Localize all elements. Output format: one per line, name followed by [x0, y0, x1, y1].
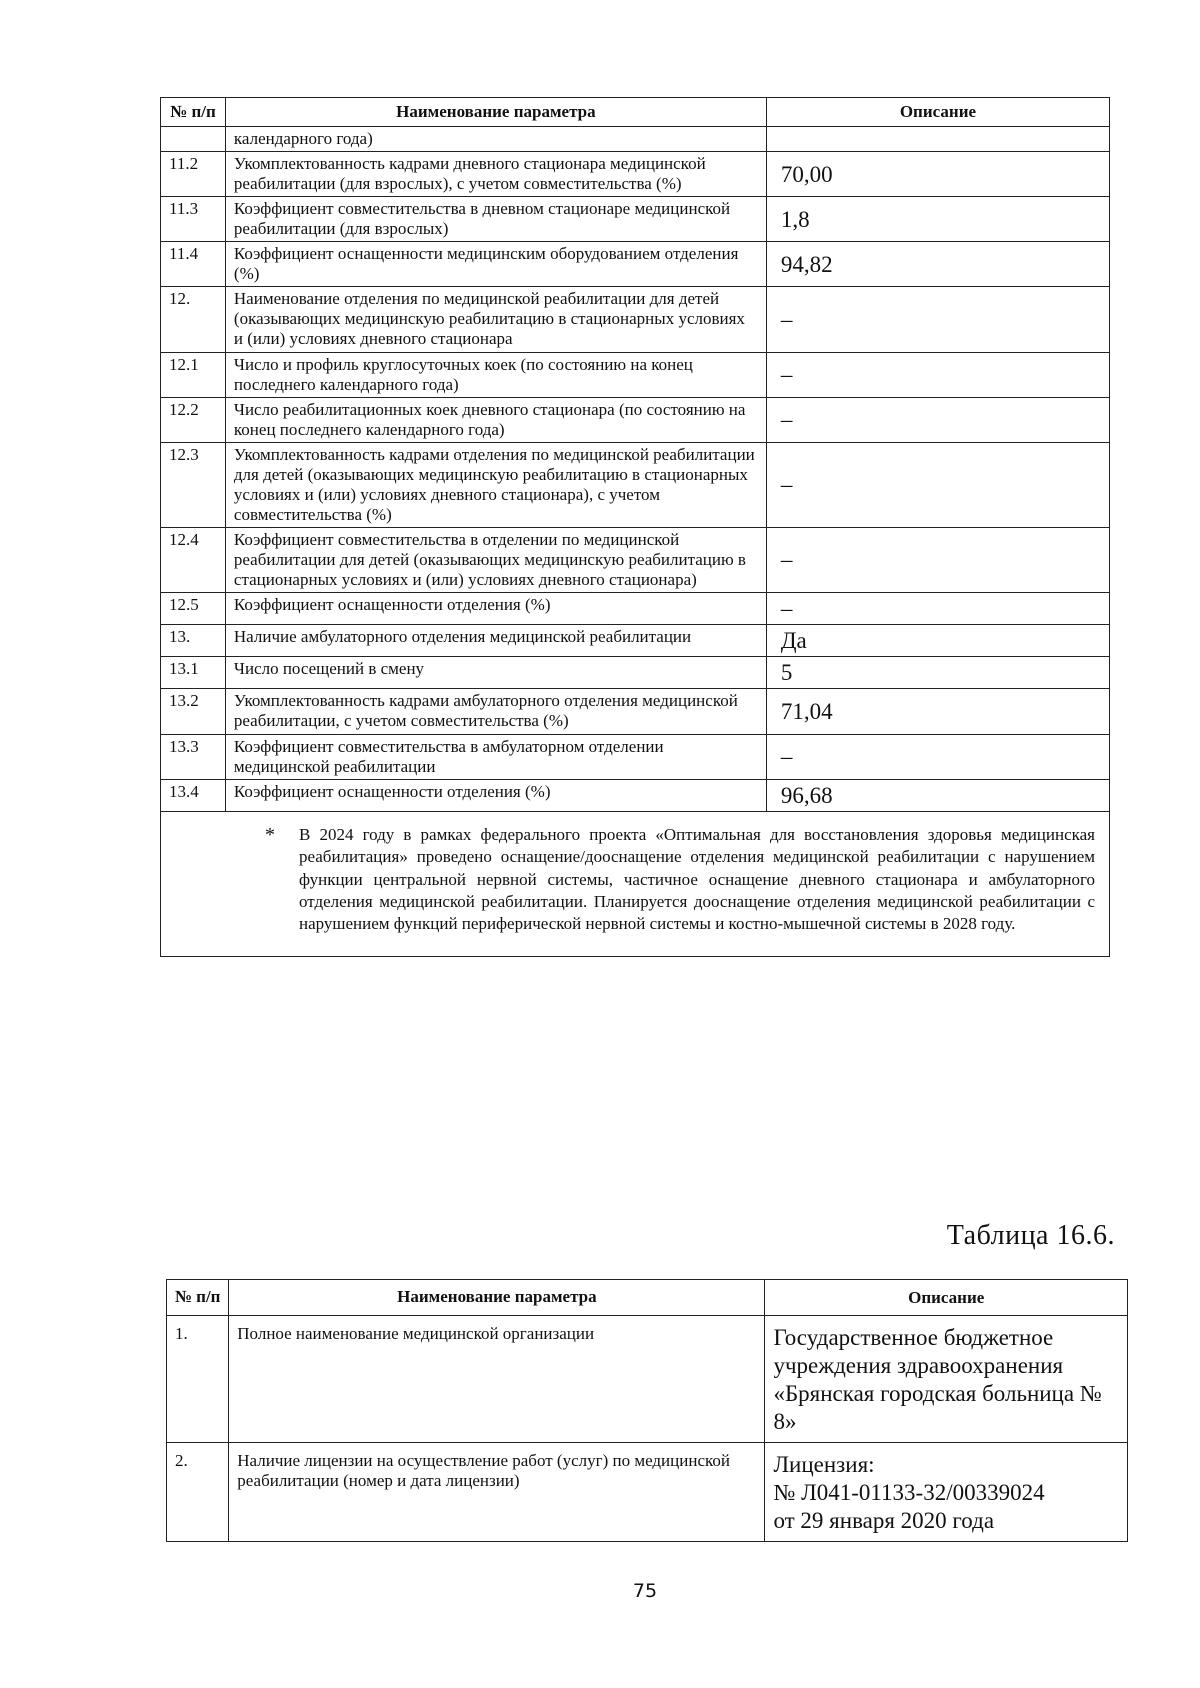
row-parameter: Коэффициент совместительства в амбулаторном отделении медицинской реабилитации — [225, 734, 766, 779]
footnote-cell — [161, 811, 1110, 956]
row-description: – — [766, 734, 1109, 779]
table-row — [161, 242, 1110, 287]
row-parameter: Наименование отделения по медицинской реабилитации для детей (оказывающих медицинскую реабилитацию в стационарных условиях и (или) условиях дневного стационара — [225, 287, 766, 352]
row-description: – — [766, 397, 1109, 442]
column-header-parameter: Наименование параметра — [229, 1280, 765, 1316]
row-description: – — [766, 442, 1109, 527]
row-parameter: Укомплектованность кадрами амбулаторного отделения медицинской реабилитации, с учетом совместительства (%) — [225, 689, 766, 734]
table-row — [161, 287, 1110, 352]
license-date: от 29 января 2020 года — [773, 1508, 995, 1534]
table-row — [161, 657, 1110, 689]
row-number: 13.3 — [161, 734, 226, 779]
column-header-number: № п/п — [161, 98, 226, 127]
row-number: 13.4 — [161, 779, 226, 811]
row-description: – — [766, 593, 1109, 625]
row-number: 12. — [161, 287, 226, 352]
row-description — [766, 127, 1109, 152]
row-description — [765, 1442, 1128, 1541]
row-number: 11.2 — [161, 152, 226, 197]
column-header-description: Описание — [766, 98, 1109, 127]
table-row — [161, 442, 1110, 527]
row-parameter: Наличие лицензии на осуществление работ (услуг) по медицинской реабилитации (номер и дата лицензии) — [229, 1442, 765, 1541]
license-title: Лицензия: — [773, 1451, 875, 1477]
row-number: 13.1 — [161, 657, 226, 689]
license-number: № Л041-01133-32/00339024 — [773, 1479, 1045, 1505]
row-number: 11.3 — [161, 197, 226, 242]
table-row — [161, 352, 1110, 397]
table-caption: Таблица 16.6. — [946, 1220, 1115, 1251]
row-description: 1,8 — [766, 197, 1109, 242]
row-description: – — [766, 287, 1109, 352]
rehab-parameters-table — [160, 97, 1110, 957]
column-header-description: Описание — [765, 1280, 1128, 1316]
table-row — [161, 689, 1110, 734]
row-number: 12.4 — [161, 527, 226, 592]
row-description: 96,68 — [766, 779, 1109, 811]
row-number: 13.2 — [161, 689, 226, 734]
row-number: 12.2 — [161, 397, 226, 442]
row-parameter: Коэффициент оснащенности медицинским оборудованием отделения (%) — [225, 242, 766, 287]
row-number: 1. — [167, 1315, 229, 1442]
row-parameter: Укомплектованность кадрами дневного стационара медицинской реабилитации (для взрослых), с учетом совместительства (%) — [225, 152, 766, 197]
column-header-parameter: Наименование параметра — [225, 98, 766, 127]
row-parameter: календарного года) — [225, 127, 766, 152]
row-description: 94,82 — [766, 242, 1109, 287]
row-description: 70,00 — [766, 152, 1109, 197]
row-description: Государственное бюджетное учреждения здравоохранения «Брянская городская больница № 8» — [765, 1315, 1128, 1442]
row-description: – — [766, 527, 1109, 592]
table-row — [167, 1315, 1128, 1442]
row-number: 12.5 — [161, 593, 226, 625]
row-parameter: Число реабилитационных коек дневного стационара (по состоянию на конец последнего календарного года) — [225, 397, 766, 442]
row-parameter: Число и профиль круглосуточных коек (по состоянию на конец последнего календарного года) — [225, 352, 766, 397]
table-header-row — [161, 98, 1110, 127]
row-number: 13. — [161, 625, 226, 657]
table-row — [161, 593, 1110, 625]
note-row — [161, 811, 1110, 956]
table-row — [161, 397, 1110, 442]
row-parameter: Число посещений в смену — [225, 657, 766, 689]
table-row — [161, 779, 1110, 811]
page-number: 75 — [632, 1580, 658, 1602]
row-parameter: Коэффициент оснащенности отделения (%) — [225, 593, 766, 625]
table-row — [161, 734, 1110, 779]
table-header-row — [167, 1280, 1128, 1316]
row-parameter: Коэффициент оснащенности отделения (%) — [225, 779, 766, 811]
row-description: 5 — [766, 657, 1109, 689]
footnote-asterisk: * — [265, 823, 275, 846]
table-row — [161, 127, 1110, 152]
organization-info-table — [166, 1279, 1128, 1542]
row-parameter: Коэффициент совместительства в дневном стационаре медицинской реабилитации (для взрослых) — [225, 197, 766, 242]
row-parameter: Коэффициент совместительства в отделении по медицинской реабилитации для детей (оказывающих медицинскую реабилитацию в стационарных условиях и (или) условиях дневного стационара) — [225, 527, 766, 592]
row-number: 2. — [167, 1442, 229, 1541]
row-description: Да — [766, 625, 1109, 657]
table-row — [161, 527, 1110, 592]
column-header-number: № п/п — [167, 1280, 229, 1316]
footnote-text: В 2024 году в рамках федерального проекта «Оптимальная для восстановления здоровья медицинская реабилитация» проведено оснащение/дооснащение отделения медицинской реабилитации с нарушением функции центральной нервной системы, частичное оснащение дневного стационара и амбулаторного отделения медицинской реабилитации. Планируется дооснащение отделения медицинской реабилитации с нарушением функций периферической нервной системы и костно-мышечной системы в 2028 году. — [299, 824, 1095, 934]
table-row — [161, 197, 1110, 242]
row-description: – — [766, 352, 1109, 397]
table-row — [161, 152, 1110, 197]
row-description: 71,04 — [766, 689, 1109, 734]
row-parameter: Укомплектованность кадрами отделения по медицинской реабилитации для детей (оказывающих медицинскую реабилитацию в стационарных условиях и (или) условиях дневного стационара), с учетом совместительства (%) — [225, 442, 766, 527]
row-number: 12.1 — [161, 352, 226, 397]
table-row — [167, 1442, 1128, 1541]
row-number: 12.3 — [161, 442, 226, 527]
row-number — [161, 127, 226, 152]
row-parameter: Наличие амбулаторного отделения медицинской реабилитации — [225, 625, 766, 657]
table-row — [161, 625, 1110, 657]
row-number: 11.4 — [161, 242, 226, 287]
row-parameter: Полное наименование медицинской организации — [229, 1315, 765, 1442]
